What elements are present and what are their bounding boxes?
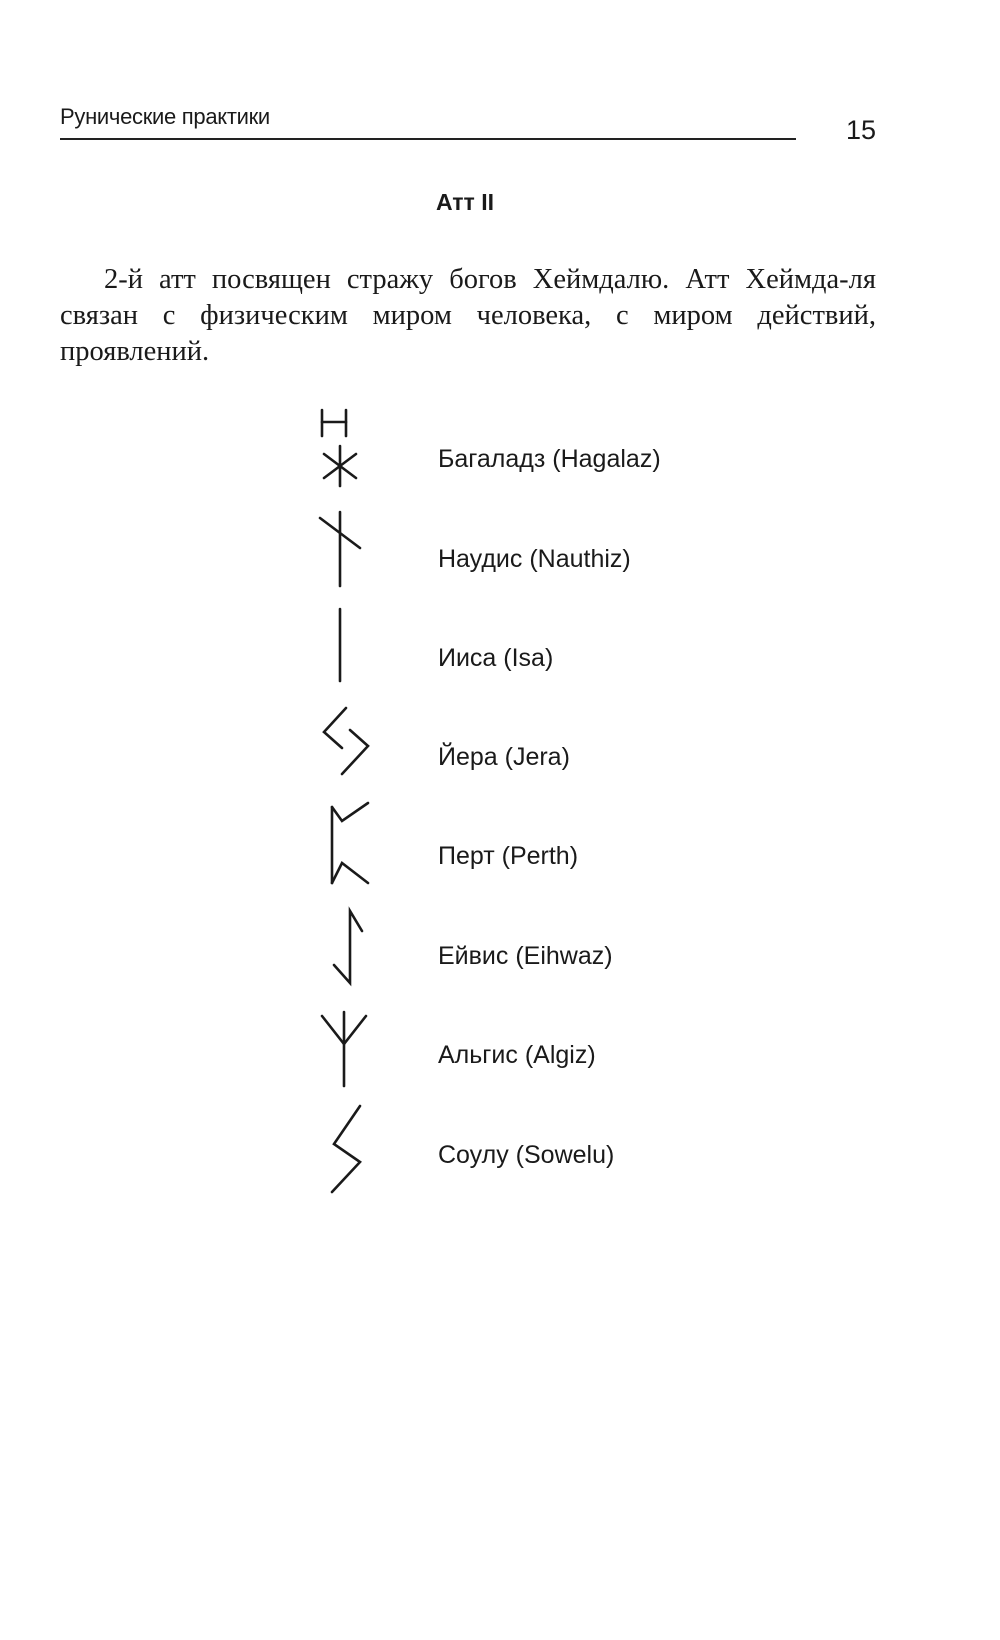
section-title: Атт II bbox=[435, 189, 494, 215]
rune-row-nauthiz bbox=[320, 510, 860, 610]
rune-row-algiz bbox=[320, 1006, 860, 1106]
isa-rune-icon bbox=[320, 609, 390, 709]
rune-row-eihwaz bbox=[320, 907, 860, 1007]
rune-label: Альгис (Algiz) bbox=[438, 1041, 596, 1069]
body-paragraph: 2-й атт посвящен стражу богов Хеймдалю. Атт Хеймда-ля связан с физическим миром человека, с миром действий, проявлений. bbox=[60, 264, 876, 367]
hagalaz-rune-icon bbox=[320, 410, 390, 510]
rune-label: Наудис (Nauthiz) bbox=[438, 545, 631, 573]
eihwaz-rune-icon bbox=[320, 907, 390, 1007]
page-number: 15 bbox=[846, 115, 877, 145]
nauthiz-rune-icon bbox=[320, 510, 390, 610]
rune-label: Ииса (Isa) bbox=[438, 644, 554, 672]
rune-label: Соулу (Sowelu) bbox=[438, 1141, 615, 1169]
rune-label: Багаладз (Hagalaz) bbox=[438, 445, 661, 473]
perth-rune-icon bbox=[320, 807, 390, 907]
running-title: Рунические практики bbox=[60, 104, 796, 140]
rune-row-isa bbox=[320, 609, 860, 709]
rune-label: Ейвис (Eihwaz) bbox=[438, 942, 613, 970]
rune-row-hagalaz bbox=[320, 410, 860, 510]
rune-label: Перт (Perth) bbox=[438, 842, 579, 870]
rune-row-sowelu bbox=[320, 1106, 860, 1206]
sowelu-rune-icon bbox=[320, 1106, 390, 1206]
rune-row-jera bbox=[320, 708, 860, 808]
rune-row-perth bbox=[320, 807, 860, 907]
jera-rune-icon bbox=[320, 708, 390, 808]
algiz-rune-icon bbox=[320, 1006, 390, 1106]
rune-label: Йера (Jera) bbox=[438, 743, 570, 771]
